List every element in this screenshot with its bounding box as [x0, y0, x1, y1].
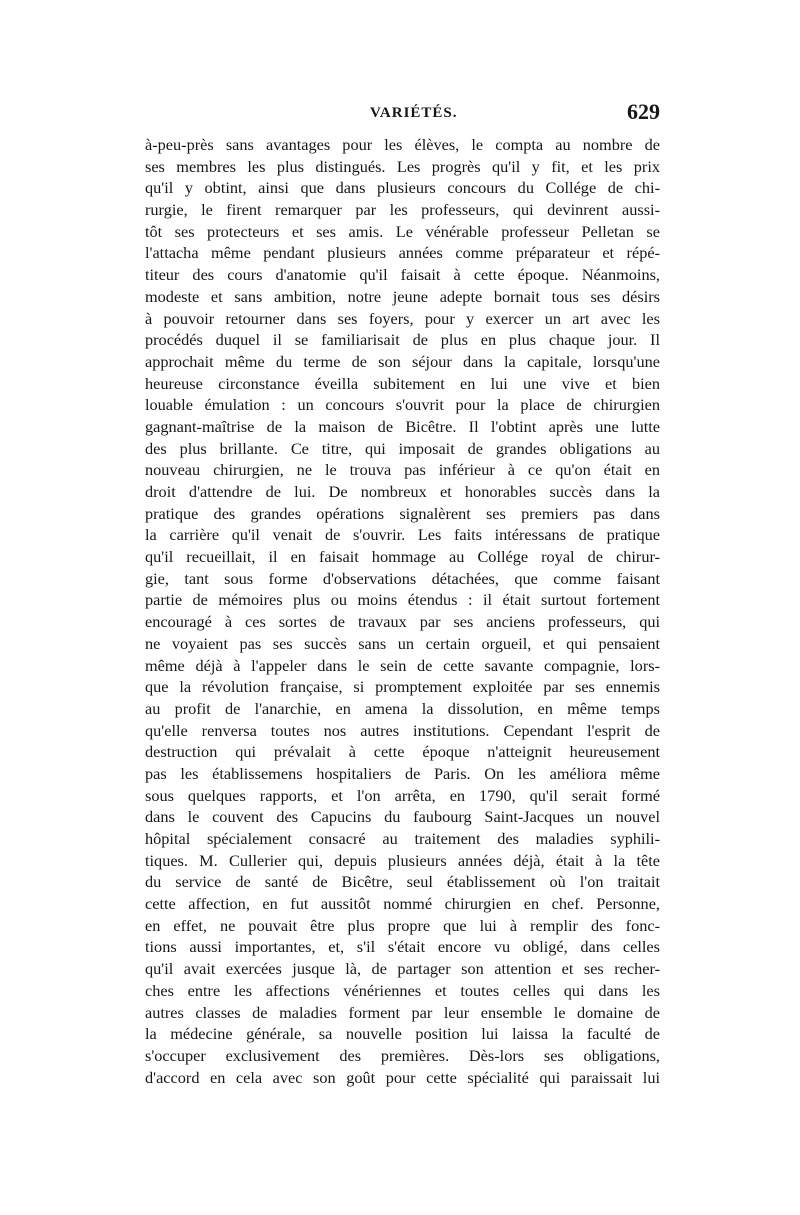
text-line: d'accord en cela avec son goût pour cette spécialité qui paraissait lui: [145, 1067, 660, 1087]
text-line: qu'il recueillait, il en faisait hommage au Collége royal de chirur-: [145, 547, 660, 567]
text-line: gagnant-maîtrise de la maison de Bicêtre. Il l'obtint après une lutte: [145, 416, 660, 436]
text-line: hôpital spécialement consacré au traitement des maladies syphili-: [145, 829, 660, 848]
text-line: que la révolution française, si promptement exploitée par ses ennemis: [145, 677, 660, 697]
text-line: modeste et sans ambition, notre jeune adepte bornait tous ses désirs: [145, 286, 660, 306]
text-line: cette affection, en fut aussitôt nommé chirurgien en chef. Personne,: [145, 894, 660, 914]
text-line: qu'il avait exercées jusque là, de partager son attention et ses recher-: [145, 959, 660, 979]
text-line: partie de mémoires plus ou moins étendus : il était surtout fortement: [145, 590, 660, 610]
text-line: encouragé à ces sortes de travaux par ses anciens professeurs, qui: [145, 612, 660, 632]
text-line: qu'il y obtint, ainsi que dans plusieurs concours du Collége de chi-: [145, 178, 660, 198]
text-line: s'occuper exclusivement des premières. Dès-lors ses obligations,: [145, 1045, 660, 1065]
text-line: dans le couvent des Capucins du faubourg Saint-Jacques un nouvel: [145, 807, 660, 827]
text-line: procédés duquel il se familiarisait de plus en plus chaque jour. Il: [145, 330, 660, 350]
text-line: tiques. M. Cullerier qui, depuis plusieurs années déjà, était à la tête: [145, 850, 660, 870]
text-line: louable émulation : un concours s'ouvrit pour la place de chirurgien: [145, 395, 660, 415]
text-line: tôt ses protecteurs et ses amis. Le vénérable professeur Pelletan se: [145, 221, 660, 241]
text-line: du service de santé de Bicêtre, seul établissement où l'on traitait: [145, 872, 660, 892]
text-line: pratique des grandes opérations signalèrent ses premiers pas dans: [145, 503, 660, 523]
text-line: rurgie, le firent remarquer par les professeurs, qui devinrent aussi-: [145, 200, 660, 220]
text-line: titeur des cours d'anatomie qu'il faisait à cette époque. Néanmoins,: [145, 265, 660, 285]
text-line: ses membres les plus distingués. Les progrès qu'il y fit, et les prix: [145, 156, 660, 176]
text-line: à-peu-près sans avantages pour les élèves, le compta au nombre de: [145, 135, 660, 154]
text-line: la carrière qu'il venait de s'ouvrir. Les faits intéressans de pratique: [145, 525, 660, 545]
text-line: tions aussi importantes, et, s'il s'était encore vu obligé, dans celles: [145, 937, 660, 957]
text-line: qu'elle renversa toutes nos autres institutions. Cependant l'esprit de: [145, 720, 660, 740]
text-line: au profit de l'anarchie, en amena la dissolution, en même temps: [145, 698, 660, 718]
text-line: pas les établissemens hospitaliers de Paris. On les améliora même: [145, 763, 660, 783]
running-head: [140, 99, 660, 133]
body-text: [145, 134, 660, 1088]
text-line: nouveau chirurgien, ne le trouva pas inférieur à ce qu'on était en: [145, 460, 660, 480]
text-line: en effet, ne pouvait être plus propre que lui à remplir des fonc-: [145, 915, 660, 935]
text-line: même déjà à l'appeler dans le sein de cette savante compagnie, lors-: [145, 655, 660, 675]
text-line: l'attacha même pendant plusieurs années comme préparateur et répé-: [145, 243, 660, 263]
text-line: sous quelques rapports, et l'on arrêta, en 1790, qu'il serait formé: [145, 785, 660, 805]
page-number: 629: [627, 99, 660, 124]
text-line: des plus brillante. Ce titre, qui imposait de grandes obligations au: [145, 438, 660, 458]
text-line: ches entre les affections vénériennes et toutes celles qui dans les: [145, 980, 660, 1000]
text-line: à pouvoir retourner dans ses foyers, pour y exercer un art avec les: [145, 308, 660, 328]
text-line: droit d'attendre de lui. De nombreux et honorables succès dans la: [145, 482, 660, 501]
text-line: destruction qui prévalait à cette époque n'atteignit heureusement: [145, 742, 660, 762]
text-line: la médecine générale, sa nouvelle position lui laissa la faculté de: [145, 1024, 660, 1044]
text-line: autres classes de maladies forment par leur ensemble le domaine de: [145, 1002, 660, 1022]
text-line: gie, tant sous forme d'observations détachées, que comme faisant: [145, 568, 660, 588]
running-title: VARIÉTÉS.: [370, 105, 458, 121]
text-line: ne voyaient pas ses succès sans un certain orgueil, et qui pensaient: [145, 633, 660, 653]
text-line: approchait même du terme de son séjour dans la capitale, lorsqu'une: [145, 351, 660, 371]
text-line: heureuse circonstance éveilla subitement en lui une vive et bien: [145, 373, 660, 393]
